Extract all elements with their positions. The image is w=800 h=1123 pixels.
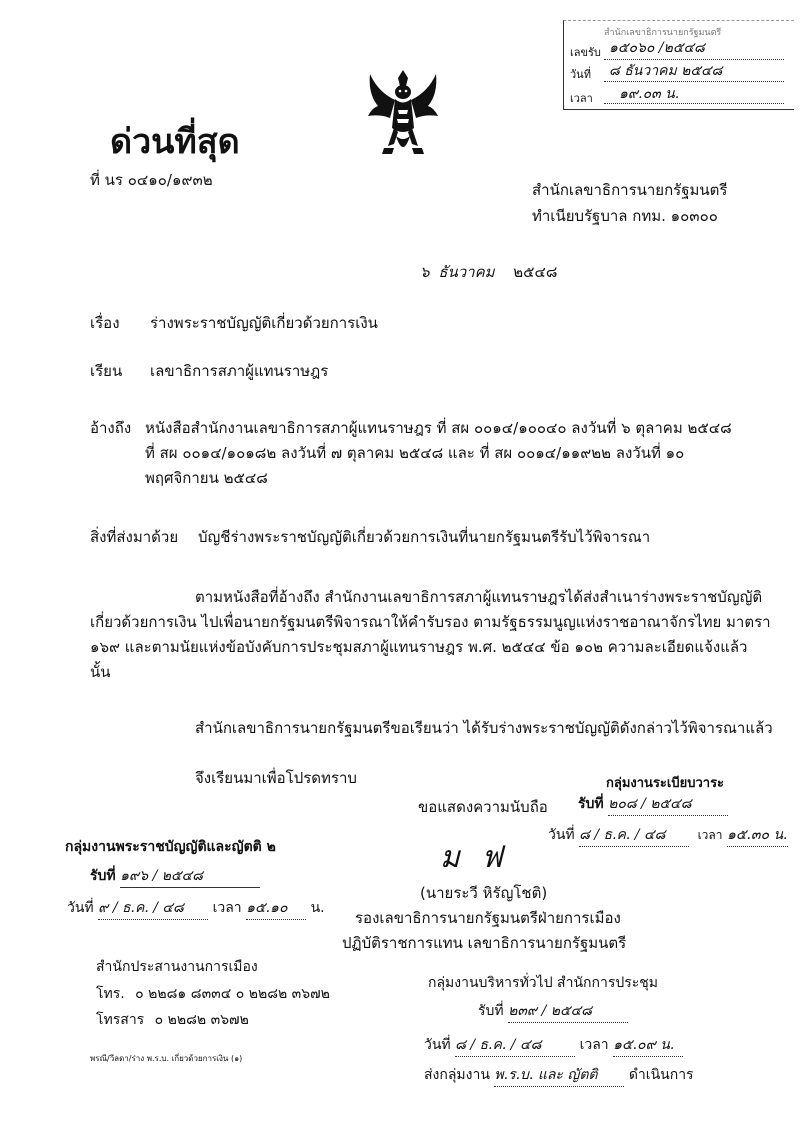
admin-time-value: ๑๕.๐๙ น. [613, 1034, 683, 1057]
reference-line: ที่ สผ ๐๐๑๔/๑๐๑๘๒ ลงวันที่ ๗ ตุลาคม ๒๕๔๘ และ ที่ สผ ๐๐๑๔/๑๑๙๒๒ ลงวันที่ ๑๐ [145, 444, 685, 462]
stamp-line-label: วันที่ [570, 68, 591, 81]
registry-time-label: เวลา [697, 828, 723, 842]
admin-stamp-recv [478, 1000, 628, 1023]
closing-text: ขอแสดงความนับถือ [418, 798, 548, 816]
stamp-line-label: เวลา [570, 92, 593, 105]
bill-group-stamp-datetime [67, 897, 325, 920]
footer-code: พรณี/วีลดา/ร่าง พ.ร.บ. เกี่ยวด้วยการเงิน (๑) [90, 1054, 243, 1063]
contact-phone [96, 985, 330, 1004]
bill-group-time-value: ๑๕.๑๐ [246, 897, 306, 920]
bill-group-stamp-title: กลุ่มงานพระราชบัญญัติและญัตติ ๒ [65, 839, 276, 855]
admin-send-value: พ.ร.บ. และ ญัตติ [494, 1064, 624, 1087]
date-year: ๒๕๔๘ [513, 263, 558, 281]
body-line: เกี่ยวด้วยการเงิน ไปเพื่อนายกรัฐมนตรีพิจารณาให้คำรับรอง ตามรัฐธรรมนูญแห่งราชอาณาจักรไทย มาตรา [90, 613, 771, 631]
admin-send-label: ส่งกลุ่มงาน [424, 1067, 490, 1083]
bill-group-recv-label: รับที่ [90, 868, 116, 884]
contact-phone-value: ๐ ๒๒๘๑ ๘๓๓๔ ๐ ๒๒๘๒ ๓๖๗๒ [135, 986, 330, 1002]
bill-group-time-suffix: น. [310, 900, 325, 916]
reference-number: ที่ นร ๐๔๑๐/๑๙๓๒ [90, 171, 213, 189]
received-stamp-top-right [563, 20, 794, 110]
signer-name: (นายระวี หิรัญโชติ) [420, 884, 548, 902]
bill-group-recv-value: ๑๙๖ / ๒๕๔๘ [120, 865, 260, 888]
bill-group-stamp-recv [90, 865, 260, 888]
letter-date [420, 262, 557, 282]
bill-group-time-label: เวลา [212, 900, 242, 916]
body-line: นั้น [90, 663, 111, 681]
admin-date-value: ๘ / ธ.ค. / ๔๘ [455, 1034, 575, 1057]
admin-stamp-send [424, 1064, 694, 1087]
reference-line: หนังสือสำนักงานเลขาธิการสภาผู้แทนราษฎร ที่ สผ ๐๐๑๔/๑๐๐๔๐ ลงวันที่ ๖ ตุลาคม ๒๕๔๘ [145, 419, 732, 437]
registry-recv-value: ๒๐๘ / ๒๕๔๘ [608, 793, 728, 816]
date-month: ธันวาคม [438, 263, 495, 281]
registry-stamp-datetime [548, 824, 788, 847]
body-paragraph-2: สำนักเลขาธิการนายกรัฐมนตรีขอเรียนว่า ได้รับร่างพระราชบัญญัติดังกล่าวไว้พิจารณาแล้ว [195, 719, 773, 737]
reference-label: อ้างถึง [90, 419, 132, 437]
body-line: ตามหนังสือที่อ้างถึง สำนักงานเลขาธิการสภาผู้แทนราษฎรได้ส่งสำเนาร่างพระราชบัญญัติ [195, 588, 763, 606]
contact-phone-label: โทร. [96, 986, 125, 1002]
reference-line: พฤศจิกายน ๒๕๔๘ [145, 469, 268, 487]
signer-position-1: รองเลขาธิการนายกรัฐมนตรีฝ่ายการเมือง [355, 909, 621, 927]
admin-recv-label: รับที่ [478, 1003, 504, 1019]
signer-position-2: ปฏิบัติราชการแทน เลขาธิการนายกรัฐมนตรี [342, 934, 627, 952]
admin-recv-value: ๒๓๙ / ๒๕๔๘ [508, 1000, 628, 1023]
signature: ม ฟ [440, 840, 509, 875]
stamp-line-value: ๘ ธันวาคม ๒๕๔๘ [609, 63, 723, 79]
to-label: เรียน [90, 362, 123, 380]
urgency-heading: ด่วนที่สุด [110, 122, 240, 162]
registry-date-value: ๘ / ธ.ค. / ๔๘ [579, 824, 689, 847]
admin-stamp-datetime [424, 1034, 683, 1057]
garuda-emblem-icon [364, 66, 442, 160]
admin-date-label: วันที่ [424, 1037, 451, 1053]
subject-text: ร่างพระราชบัญญัติเกี่ยวด้วยการเงิน [150, 314, 378, 332]
body-line: ๑๖๙ และตามนัยแห่งข้อบังคับการประชุมสภาผู้แทนราษฎร พ.ศ. ๒๕๔๔ ข้อ ๑๐๒ ความละเอียดแจ้งแล้ว [90, 638, 748, 656]
sender-office: สำนักเลขาธิการนายกรัฐมนตรี [532, 181, 728, 199]
admin-time-label: เวลา [579, 1037, 609, 1053]
to-text: เลขาธิการสภาผู้แทนราษฎร [150, 362, 329, 380]
contact-fax-label: โทรสาร [96, 1012, 145, 1028]
enclosure-text: บัญชีร่างพระราชบัญญัติเกี่ยวด้วยการเงินที่นายกรัฐมนตรีรับไว้พิจารณา [198, 528, 651, 546]
body-paragraph-3: จึงเรียนมาเพื่อโปรดทราบ [195, 769, 357, 787]
admin-send-suffix: ดำเนินการ [628, 1067, 694, 1083]
enclosure-label: สิ่งที่ส่งมาด้วย [90, 528, 179, 546]
contact-fax [96, 1011, 249, 1030]
subject-label: เรื่อง [90, 314, 120, 332]
stamp-title: สำนักเลขาธิการนายกรัฐมนตรี [604, 28, 722, 38]
contact-fax-value: ๐ ๒๒๘๒ ๓๖๗๒ [154, 1012, 249, 1028]
registry-recv-label: รับที่ [578, 796, 604, 812]
stamp-line-label: เลขรับ [570, 46, 601, 59]
bill-group-date-label: วันที่ [67, 900, 94, 916]
sender-address: ทำเนียบรัฐบาล กทม. ๑๐๓๐๐ [532, 207, 718, 225]
stamp-line-value: ๑๕๐๖๐ /๒๕๔๘ [609, 40, 705, 56]
admin-stamp-title: กลุ่มงานบริหารทั่วไป สำนักการประชุม [428, 975, 659, 991]
registry-time-value: ๑๕.๓๐ น. [727, 824, 788, 847]
bill-group-date-value: ๙ / ธ.ค. / ๔๘ [98, 897, 208, 920]
registry-stamp-title: กลุ่มงานระเบียบวาระ [606, 776, 725, 791]
registry-stamp-recv [578, 793, 728, 816]
stamp-line-value: ๑๙.๐๓ น. [619, 86, 680, 102]
registry-date-label: วันที่ [548, 827, 575, 843]
date-day: ๖ [420, 263, 430, 281]
contact-office: สำนักประสานงานการเมือง [96, 959, 258, 975]
